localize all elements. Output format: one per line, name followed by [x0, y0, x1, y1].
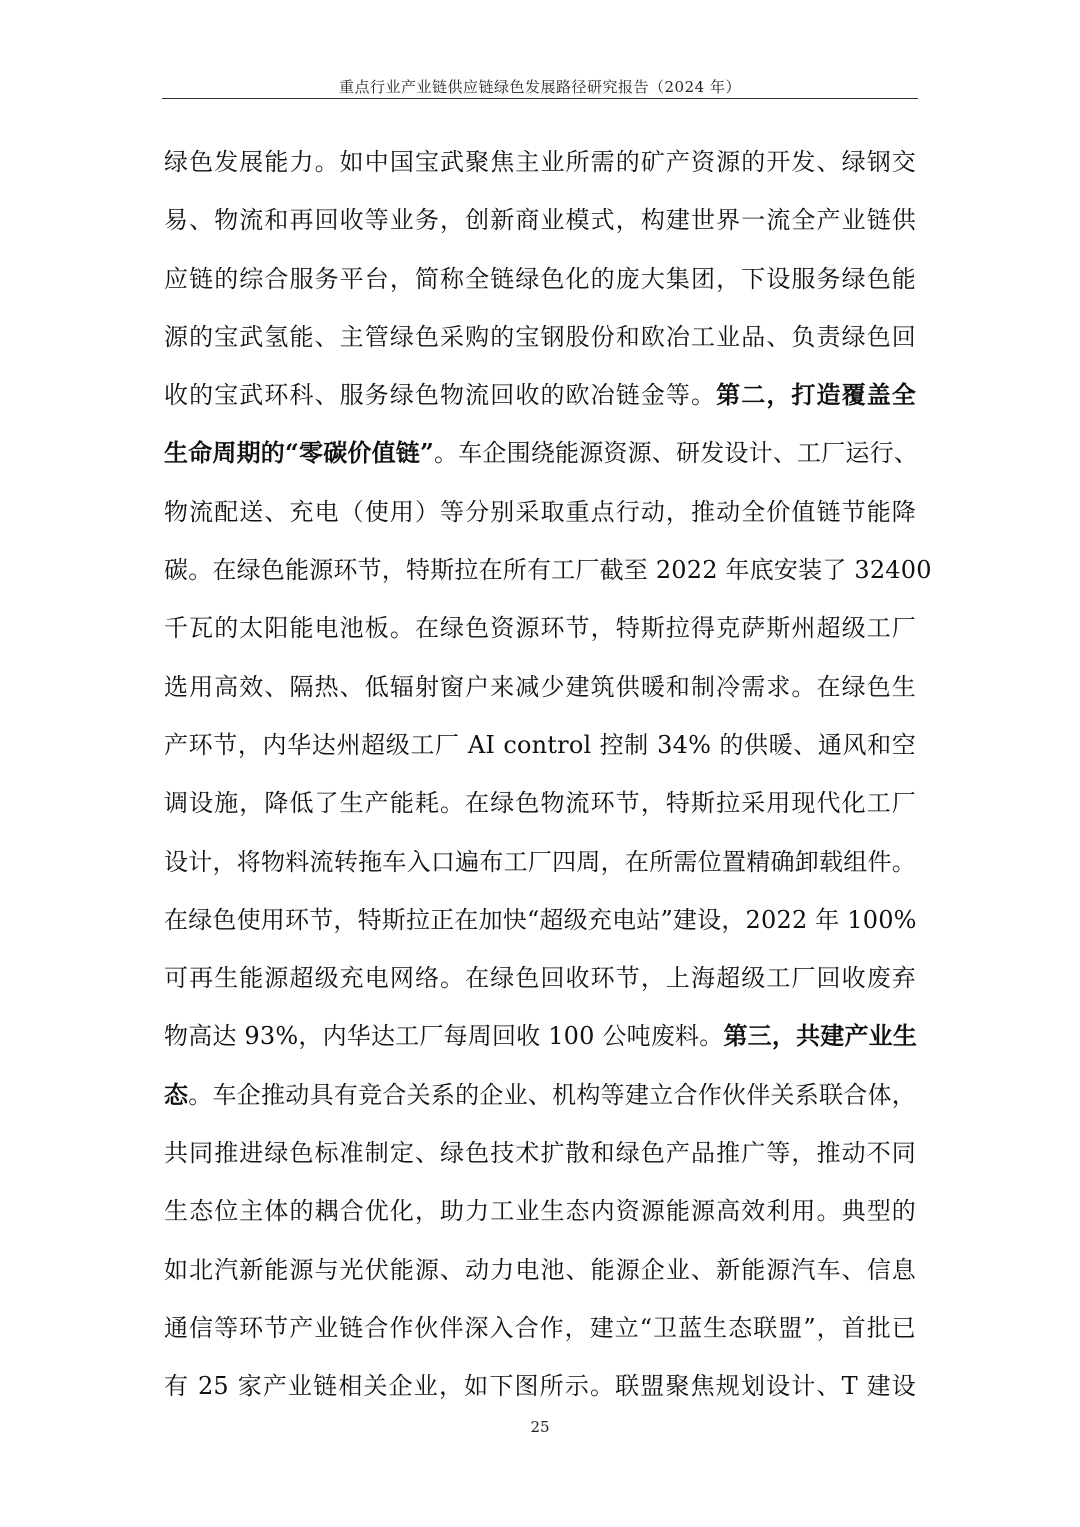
text-line [164, 1007, 916, 1065]
text-line [164, 949, 916, 1007]
text-line [164, 366, 916, 424]
text-line [164, 483, 916, 541]
text-segment: 产环节，内华达州超级工厂 AI control 控制 34% 的供暖、通风和空 [164, 730, 916, 759]
text-line [164, 191, 916, 249]
text-segment: 收的宝武环科、服务绿色物流回收的欧冶链金等。 [164, 381, 717, 410]
text-line [164, 541, 932, 599]
text-segment: 千瓦的太阳能电池板。在绿色资源环节，特斯拉得克萨斯州超级工厂 [164, 614, 916, 643]
text-segment: 如北汽新能源与光伏能源、动力电池、能源企业、新能源汽车、信息 [164, 1255, 916, 1284]
text-line [164, 308, 916, 366]
text-segment: 易、物流和再回收等业务，创新商业模式，构建世界一流全产业链供 [164, 206, 916, 235]
text-line [164, 716, 916, 774]
text-line [164, 424, 919, 482]
text-segment: 碳。在绿色能源环节，特斯拉在所有工厂截至 2022 年底安装了 32400 [164, 556, 932, 585]
text-line [164, 1182, 916, 1240]
text-line [164, 250, 916, 308]
bold-text-segment: 态 [164, 1079, 189, 1109]
bold-text-segment: 生命周期的“零碳价值链” [164, 438, 435, 468]
text-segment: 在绿色使用环节，特斯拉正在加快“超级充电站”建设，2022 年 100% [164, 905, 917, 934]
text-line [164, 1066, 916, 1124]
text-segment: 设计，将物料流转拖车入口遍布工厂四周，在所需位置精确卸载组件。 [164, 847, 916, 876]
text-line [164, 1124, 916, 1182]
text-segment: 生态位主体的耦合优化，助力工业生态内资源能源高效利用。典型的 [164, 1197, 916, 1226]
text-segment: 可再生能源超级充电网络。在绿色回收环节，上海超级工厂回收废弃 [164, 964, 916, 993]
running-header: 重点行业产业链供应链绿色发展路径研究报告（2024 年） [339, 78, 741, 96]
text-line [164, 1241, 916, 1299]
text-line [164, 1357, 916, 1415]
text-line [164, 833, 916, 891]
text-segment: 。车企围绕能源资源、研发设计、工厂运行、 [434, 439, 919, 468]
page-number: 25 [530, 1418, 550, 1436]
text-segment: 选用高效、隔热、低辐射窗户来减少建筑供暖和制冷需求。在绿色生 [164, 672, 916, 701]
bold-text-segment: 第二，打造覆盖全 [716, 380, 916, 410]
text-line [164, 774, 916, 832]
text-segment: 。车企推动具有竞合关系的企业、机构等建立合作伙伴关系联合体， [188, 1080, 917, 1109]
text-line [164, 599, 916, 657]
text-line [164, 891, 916, 949]
text-segment: 共同推进绿色标准制定、绿色技术扩散和绿色产品推广等，推动不同 [164, 1139, 916, 1168]
text-line [164, 133, 916, 191]
text-segment: 绿色发展能力。如中国宝武聚焦主业所需的矿产资源的开发、绿钢交 [164, 148, 916, 176]
body-text [164, 133, 932, 1416]
text-line [164, 658, 916, 716]
bold-text-segment: 第三，共建产业生 [723, 1021, 918, 1051]
text-segment: 物高达 93%，内华达工厂每周回收 100 公吨废料。 [164, 1022, 724, 1051]
header-rule [162, 98, 918, 99]
text-segment: 源的宝武氢能、主管绿色采购的宝钢股份和欧冶工业品、负责绿色回 [164, 322, 916, 351]
text-segment: 调设施，降低了生产能耗。在绿色物流环节，特斯拉采用现代化工厂 [164, 789, 916, 818]
text-segment: 物流配送、充电（使用）等分别采取重点行动，推动全价值链节能降 [164, 497, 916, 526]
text-segment: 通信等环节产业链合作伙伴深入合作，建立“卫蓝生态联盟”，首批已 [164, 1313, 916, 1342]
text-line [164, 1299, 916, 1357]
text-segment: 有 25 家产业链相关企业，如下图所示。联盟聚焦规划设计、T 建设 [164, 1372, 916, 1401]
text-segment: 应链的综合服务平台，简称全链绿色化的庞大集团，下设服务绿色能 [164, 264, 916, 293]
